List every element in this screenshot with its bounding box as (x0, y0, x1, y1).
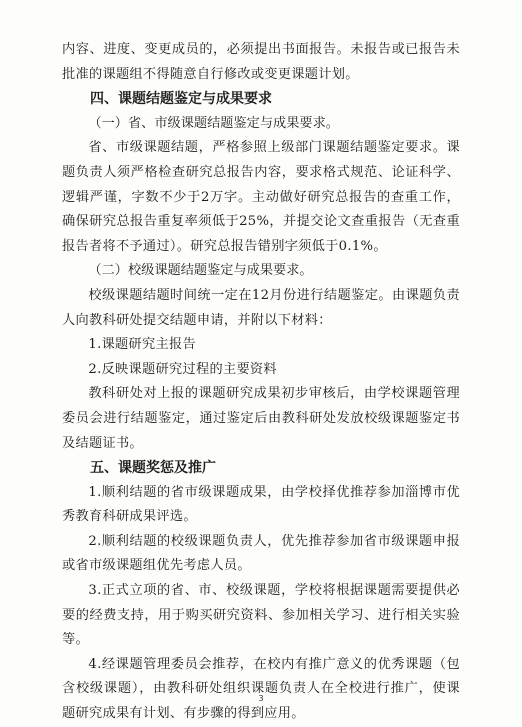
paragraph-review: 教科研处对上报的课题研究成果初步审核后，由学校课题管理委员会进行结题鉴定，通过鉴定后由教科研处发放校级课题鉴定书及结题证书。 (62, 386, 460, 451)
reward-item-3: 3.正式立项的省、市、校级课题，学校将根据课题需要提供必要的经费支持，用于购买研究资料、参加相关学习、进行相关实验等。 (62, 583, 460, 648)
list-item-1: 1.课题研究主报告 (88, 337, 196, 353)
list-item-2: 2.反映课题研究过程的主要资料 (88, 361, 277, 377)
paragraph-city-level: 省、市级课题结题，严格参照上级部门课题结题鉴定要求。课题负责人须严格检查研究总报告内容，要求格式规范、论证科学、逻辑严谨，字数不少于2万字。主动做好研究总报告的查重工作，确保研究总报告重复率须低于25%，并提交论文查重报告（无查重报告者将不予通过）。研究总报告错别字须低于0.1%。 (62, 140, 460, 254)
subsection-heading-4-2: （二）校级课题结题鉴定与成果要求。 (88, 263, 313, 279)
page-number: 3 (258, 694, 264, 703)
reward-item-1: 1.顺利结题的省市级课题成果，由学校择优推荐参加淄博市优秀教育科研成果评选。 (62, 484, 460, 525)
paragraph-continuation: 内容、进度、变更成员的，必须提出书面报告。未报告或已报告未批准的课题组不得随意自行修改或变更课题计划。 (62, 42, 460, 82)
paragraph-school-level: 校级课题结题时间统一定在12月份进行结题鉴定。由课题负责人向教科研处提交结题申请，并附以下材料： (62, 287, 460, 328)
section-heading-5: 五、课题奖惩及推广 (90, 460, 216, 477)
section-heading-4: 四、课题结题鉴定与成果要求 (90, 91, 272, 108)
subsection-heading-4-1: （一）省、市级课题结题鉴定与成果要求。 (88, 115, 339, 131)
reward-item-4: 4.经课题管理委员会推荐，在校内有推广意义的优秀课题（包含校级课题），由教科研处组织课题负责人在全校进行推广，使课题研究成果有计划、有步骤的得到应用。 (62, 656, 460, 722)
reward-item-2: 2.顺利结题的校级课题负责人，优先推荐参加省市级课题申报或省市级课题组优先考虑人员。 (62, 533, 460, 574)
